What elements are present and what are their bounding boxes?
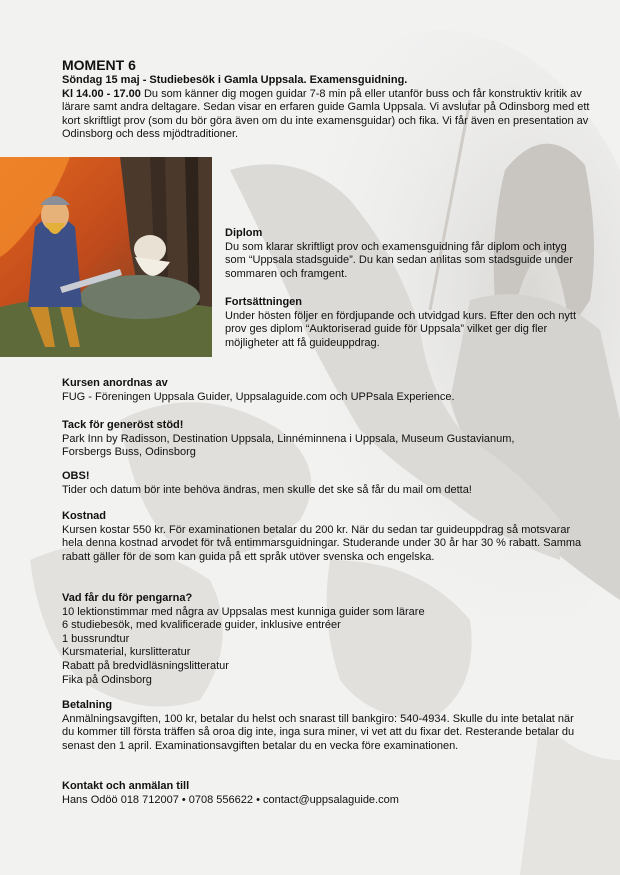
obs-text: Tider och datum bör inte behöva ändras, men skulle det ske så får du mail om detta!: [62, 483, 472, 496]
pengarna-list: [62, 606, 592, 688]
list-item: Kursmaterial, kurslitteratur: [62, 646, 191, 659]
moment-time: Kl 14.00 - 17.00: [62, 87, 141, 100]
kontakt-section: [62, 780, 592, 807]
anordnas-section: [62, 377, 592, 404]
betalning-section: [62, 699, 582, 753]
pengarna-section: [62, 592, 592, 687]
moment-body: Du som känner dig mogen guidar 7-8 min på eller utanför buss och får konstruktiv kritik av lärare samt andra deltagare. Sedan visar en erfaren guide Gamla Uppsala. Vi avslutar på Odinsborg med ett kort skriftligt prov (som du bör göra även om du inte examensguidar) och fika. Vi får även en presentation av Odinsborg och dess mjödtraditioner.: [62, 87, 590, 141]
betalning-text: Anmälningsavgiften, 100 kr, betalar du helst och snarast till bankgiro: 540-4934. Skulle du inte betalat när du kommer till första träffen så oroa dig inte, inga sura miner, vi vet att du fixar det. Resterande betalar du senast den 1 april. Examinationsavgiften betalar du en vecka före examinationen.: [62, 712, 575, 752]
obs-heading: OBS!: [62, 470, 90, 482]
diplom-heading: Diplom: [225, 227, 263, 239]
betalning-heading: Betalning: [62, 699, 113, 711]
fortsattning-heading: Fortsättningen: [225, 296, 302, 308]
kostnad-heading: Kostnad: [62, 510, 106, 522]
list-item: 1 bussrundtur: [62, 632, 130, 645]
kostnad-section: [62, 510, 582, 564]
fortsattning-text: Under hösten följer en fördjupande och utvidgad kurs. Efter den och nytt prov ges diplom “Auktoriserad guide för Uppsala” vilket ger dig fler möjligheter att få guideuppdrag.: [225, 309, 576, 349]
list-item: 6 studiebesök, med kvalificerade guider, inklusive entréer: [62, 619, 341, 632]
kostnad-text: Kursen kostar 550 kr. För examinationen betalar du 200 kr. När du sedan tar guideuppdrag så motsvarar hela denna kostnad arvodet för två entimmarsguidningar. Studerande under 30 år har 30 % rabatt. Samma rabatt gäller för de som kan guida på ett språk utöver svenska och engelska.: [62, 523, 582, 563]
diplom-text: Du som klarar skriftligt prov och examensguidning får diplom och intyg som “Uppsala stadsguide”. Du kan sedan anlitas som stadsguide under sommaren och framgent.: [225, 240, 573, 280]
list-item: Rabatt på bredvidläsningslitteratur: [62, 659, 229, 672]
fortsattning-section: [225, 296, 580, 350]
anordnas-text: FUG - Föreningen Uppsala Guider, Uppsalaguide.com och UPPsala Experience.: [62, 390, 455, 403]
diplom-section: [225, 227, 577, 281]
kontakt-heading: Kontakt och anmälan till: [62, 780, 190, 792]
list-item: 10 lektionstimmar med några av Uppsalas mest kunniga guider som lärare: [62, 605, 425, 618]
tack-heading: Tack för generöst stöd!: [62, 419, 184, 431]
anordnas-heading: Kursen anordnas av: [62, 377, 168, 389]
tack-text: Park Inn by Radisson, Destination Uppsala, Linnéminnena i Uppsala, Museum Gustavianum, Forsbergs Buss, Odinsborg: [62, 432, 515, 459]
pengarna-heading: Vad får du för pengarna?: [62, 592, 193, 604]
moment-section: [62, 57, 592, 142]
tack-section: [62, 419, 562, 460]
moment-title: MOMENT 6: [62, 57, 136, 73]
list-item: Fika på Odinsborg: [62, 673, 152, 686]
moment-subtitle: Söndag 15 maj - Studiebesök i Gamla Uppsala. Examensguidning.: [62, 74, 408, 86]
kontakt-text: Hans Odöö 018 712007 • 0708 556622 • contact@uppsalaguide.com: [62, 793, 399, 806]
obs-section: [62, 470, 592, 497]
